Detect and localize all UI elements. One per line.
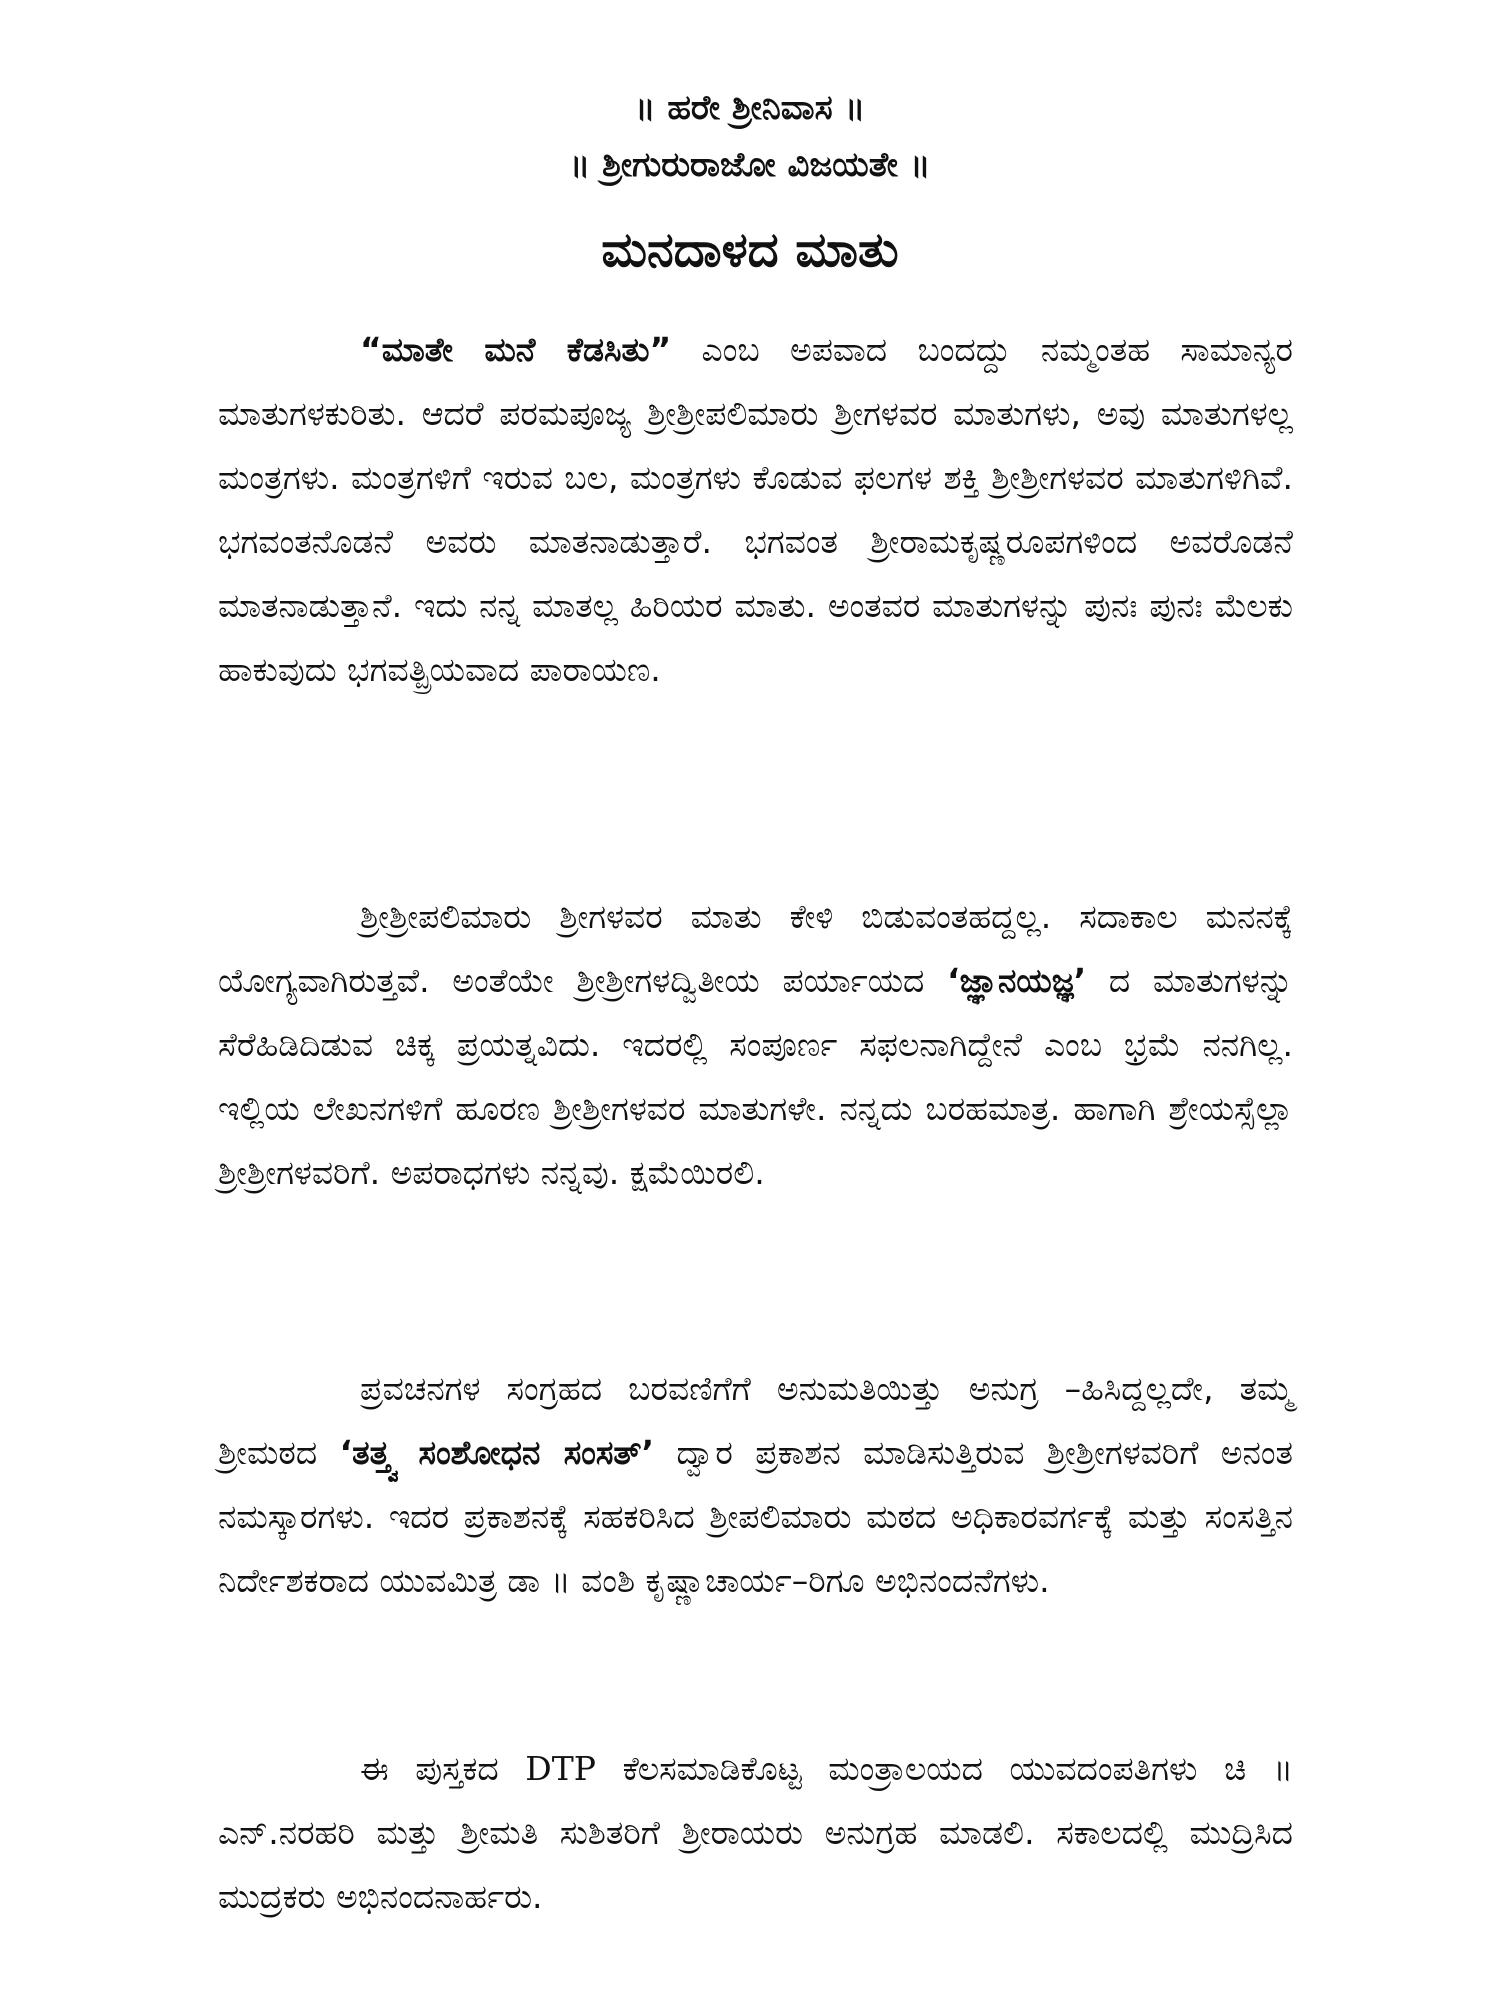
paragraph-4 — [218, 1737, 1293, 1929]
invocation-line-1: ॥ ಹರೇ ಶ್ರೀನಿವಾಸ ॥ — [634, 88, 866, 128]
paragraph-2 — [218, 885, 1293, 1205]
paragraph-2-text-after: ದ ಮಾತುಗಳನ್ನು ಸೆರೆಹಿಡಿದಿಡುವ ಚಿಕ್ಕ ಪ್ರಯತ್ನವಿದು. ಇದರಲ್ಲಿ ಸಂಪೂರ್ಣ ಸಫಲನಾಗಿದ್ದೇನೆ ಎಂಬ ಭ್ರಮೆ ನನಗಿಲ್ಲ. ಇಲ್ಲಿಯ ಲೇಖನಗಳಿಗೆ ಹೂರಣ ಶ್ರೀಶ್ರೀಗಳವರ ಮಾತುಗಳೇ. ನನ್ನದು ಬರಹಮಾತ್ರ. ಹಾಗಾಗಿ ಶ್ರೇಯಸ್ಸೆಲ್ಲಾ ಶ್ರೀಶ್ರೀಗಳವರಿಗೆ. ಅಪರಾಧಗಳು ನನ್ನವು. ಕ್ಷಮೆಯಿರಲಿ. — [218, 961, 1293, 1192]
paragraph-3-text-after: ದ್ವಾರ ಪ್ರಕಾಶನ ಮಾಡಿಸುತ್ತಿರುವ ಶ್ರೀಶ್ರೀಗಳವರಿಗೆ ಅನಂತ ನಮಸ್ಕಾರಗಳು. ಇದರ ಪ್ರಕಾಶನಕ್ಕೆ ಸಹಕರಿಸಿದ ಶ್ರೀಪಲಿಮಾರು ಮಠದ ಅಧಿಕಾರವರ್ಗಕ್ಕೆ ಮತ್ತು ಸಂಸತ್ತಿನ ನಿರ್ದೇಶಕರಾದ ಯುವಮಿತ್ರ ಡಾ ॥ ವಂಶಿ ಕೃಷ್ಣಾಚಾರ್ಯ–ರಿಗೂ ಅಭಿನಂದನೆಗಳು. — [218, 1433, 1293, 1600]
paragraph-2-text-before: ಶ್ರೀಶ್ರೀಪಲಿಮಾರು ಶ್ರೀಗಳವರ ಮಾತು ಕೇಳಿ ಬಿಡುವಂತಹದ್ದಲ್ಲ. ಸದಾಕಾಲ ಮನನಕ್ಕೆ ಯೋಗ್ಯವಾಗಿರುತ್ತವೆ. ಅಂತೆಯೇ ಶ್ರೀಶ್ರೀಗಳದ್ವಿತೀಯ ಪರ್ಯಾಯದ — [218, 897, 1293, 1000]
paragraph-4-latin-term: DTP — [525, 1749, 596, 1788]
page-title: ಮನದಾಳದ ಮಾತು — [601, 222, 899, 278]
paragraph-3-bold-term: ‘ತತ್ತ್ವ ಸಂಶೋಧನ ಸಂಸತ್’ — [339, 1433, 655, 1472]
paragraph-3 — [218, 1357, 1293, 1613]
paragraph-1 — [218, 318, 1293, 702]
paragraph-1-quote: “ಮಾತೇ ಮನೆ ಕೆಡಸಿತು” — [360, 330, 672, 369]
paragraph-4-text-before: ಈ ಪುಸ್ತಕದ — [360, 1749, 526, 1788]
paragraph-1-text: ಎಂಬ ಅಪವಾದ ಬಂದದ್ದು ನಮ್ಮಂತಹ ಸಾಮಾನ್ಯರ ಮಾತುಗಳಕುರಿತು. ಆದರೆ ಪರಮಪೂಜ್ಯ ಶ್ರೀಶ್ರೀಪಲಿಮಾರು ಶ್ರೀಗಳವರ ಮಾತುಗಳು, ಅವು ಮಾತುಗಳಲ್ಲ ಮಂತ್ರಗಳು. ಮಂತ್ರಗಳಿಗೆ ಇರುವ ಬಲ, ಮಂತ್ರಗಳು ಕೊಡುವ ಫಲಗಳ ಶಕ್ತಿ ಶ್ರೀಶ್ರೀಗಳವರ ಮಾತುಗಳಿಗಿವೆ. ಭಗವಂತನೊಡನೆ ಅವರು ಮಾತನಾಡುತ್ತಾರೆ. ಭಗವಂತ ಶ್ರೀರಾಮಕೃಷ್ಣರೂಪಗಳಿಂದ ಅವರೊಡನೆ ಮಾತನಾಡುತ್ತಾನೆ. ಇದು ನನ್ನ ಮಾತಲ್ಲ ಹಿರಿಯರ ಮಾತು. ಅಂತವರ ಮಾತುಗಳನ್ನು ಪುನಃ ಪುನಃ ಮೆಲಕು ಹಾಕುವುದು ಭಗವತ್ಪ್ರಿಯವಾದ ಪಾರಾಯಣ. — [218, 330, 1293, 689]
paragraph-4-text-after: ಕೆಲಸಮಾಡಿಕೊಟ್ಟ ಮಂತ್ರಾಲಯದ ಯುವದಂಪತಿಗಳು ಚಿ ॥ ಎನ್.ನರಹರಿ ಮತ್ತು ಶ್ರೀಮತಿ ಸುಶಿತರಿಗೆ ಶ್ರೀರಾಯರು ಅನುಗ್ರಹ ಮಾಡಲಿ. ಸಕಾಲದಲ್ಲಿ ಮುದ್ರಿಸಿದ ಮುದ್ರಕರು ಅಭಿನಂದನಾರ್ಹರು. — [218, 1749, 1293, 1916]
paragraph-2-bold-term: ‘ಜ್ಞಾನಯಜ್ಞ’ — [947, 961, 1087, 1000]
invocation-line-2: ॥ ಶ್ರೀಗುರುರಾಜೋ ವಿಜಯತೇ ॥ — [569, 145, 931, 185]
paragraph-3-text-before: ಪ್ರವಚನಗಳ ಸಂಗ್ರಹದ ಬರವಣಿಗೆಗೆ ಅನುಮತಿಯಿತ್ತು ಅನುಗ್ರ –ಹಿಸಿದ್ದಲ್ಲದೇ, ತಮ್ಮ ಶ್ರೀಮಠದ — [218, 1369, 1293, 1472]
